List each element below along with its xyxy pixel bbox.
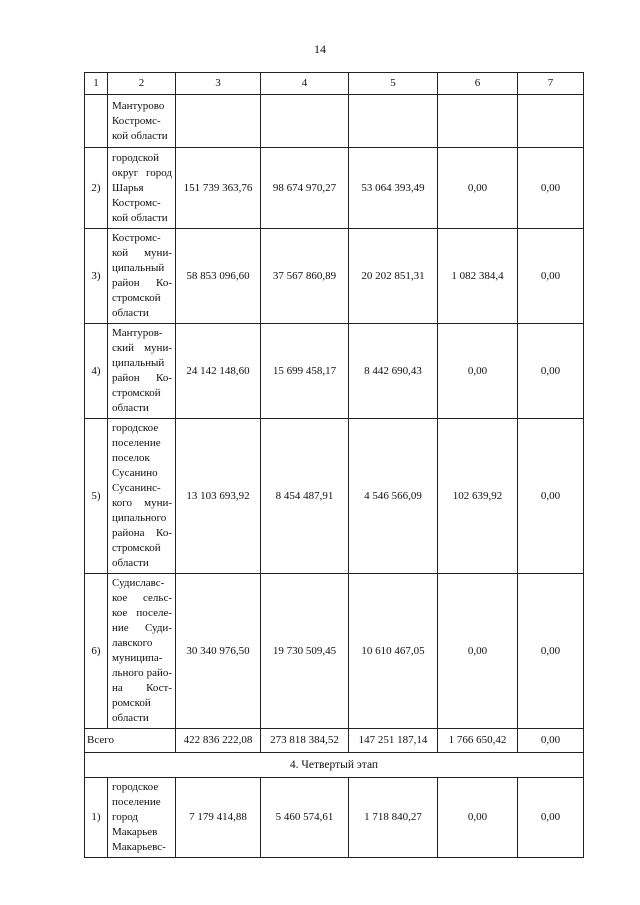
municipality-name: Мантуров-ский муни-ципальный район Ко-стромской области [108, 324, 176, 419]
budget-table [84, 72, 584, 858]
page-number: 14 [314, 42, 326, 56]
table-row [85, 419, 584, 574]
cell-col4: 37 567 860,89 [261, 229, 349, 324]
cell-col5: 10 610 467,05 [349, 574, 438, 729]
column-header: 6 [438, 73, 518, 95]
municipality-name: городское поселение поселок Сусанино Сусанинс-кого муни-ципального района Ко-стромской области [108, 419, 176, 574]
cell-col7: 0,00 [518, 419, 584, 574]
cell-total: 7 179 414,88 [176, 778, 261, 858]
header-row [85, 73, 584, 95]
table-row [85, 778, 584, 858]
cell-col6: 0,00 [438, 148, 518, 229]
cell-col4: 19 730 509,45 [261, 574, 349, 729]
row-index: 6) [85, 574, 108, 729]
cell-col4: 98 674 970,27 [261, 148, 349, 229]
column-header: 4 [261, 73, 349, 95]
cell-col4: 15 699 458,17 [261, 324, 349, 419]
cell-col7: 0,00 [518, 574, 584, 729]
cell-col6: 0,00 [438, 778, 518, 858]
cell-total: 13 103 693,92 [176, 419, 261, 574]
column-header: 3 [176, 73, 261, 95]
column-header: 5 [349, 73, 438, 95]
cell-total [176, 95, 261, 148]
cell-col5: 20 202 851,31 [349, 229, 438, 324]
cell-col4: 5 460 574,61 [261, 778, 349, 858]
cell-col7: 0,00 [518, 229, 584, 324]
row-index: 4) [85, 324, 108, 419]
total-col7: 0,00 [518, 729, 584, 753]
cell-col5: 1 718 840,27 [349, 778, 438, 858]
cell-col5: 4 546 566,09 [349, 419, 438, 574]
stage-title: 4. Четвертый этап [85, 753, 584, 778]
table-row [85, 229, 584, 324]
cell-col4: 8 454 487,91 [261, 419, 349, 574]
cell-col6: 102 639,92 [438, 419, 518, 574]
total-col5: 147 251 187,14 [349, 729, 438, 753]
total-col6: 1 766 650,42 [438, 729, 518, 753]
cell-total: 58 853 096,60 [176, 229, 261, 324]
table-row [85, 324, 584, 419]
cell-col6: 1 082 384,4 [438, 229, 518, 324]
table-row [85, 574, 584, 729]
row-index [85, 95, 108, 148]
cell-col5: 53 064 393,49 [349, 148, 438, 229]
total-col3: 422 836 222,08 [176, 729, 261, 753]
cell-total: 151 739 363,76 [176, 148, 261, 229]
row-index: 2) [85, 148, 108, 229]
cell-col6: 0,00 [438, 324, 518, 419]
cell-col4 [261, 95, 349, 148]
municipality-name: городское поселение город Макарьев Макарьевс- [108, 778, 176, 858]
column-header: 2 [108, 73, 176, 95]
cell-col7: 0,00 [518, 148, 584, 229]
cell-col6: 0,00 [438, 574, 518, 729]
stage-header-row [85, 753, 584, 778]
column-header: 1 [85, 73, 108, 95]
cell-col7 [518, 95, 584, 148]
total-col4: 273 818 384,52 [261, 729, 349, 753]
cell-col5: 8 442 690,43 [349, 324, 438, 419]
table-row [85, 95, 584, 148]
cell-total: 30 340 976,50 [176, 574, 261, 729]
municipality-name: Судиславс-кое сельс-кое поселе-ние Суди-лавского муниципа-льного райо-на Кост-ромской области [108, 574, 176, 729]
total-row [85, 729, 584, 753]
municipality-name: городской округ город Шарья Костромс-кой области [108, 148, 176, 229]
cell-col5 [349, 95, 438, 148]
total-label: Всего [85, 729, 176, 753]
cell-total: 24 142 148,60 [176, 324, 261, 419]
cell-col7: 0,00 [518, 324, 584, 419]
row-index: 1) [85, 778, 108, 858]
row-index: 3) [85, 229, 108, 324]
municipality-name: Костромс-кой муни-ципальный район Ко-стромской области [108, 229, 176, 324]
table-row [85, 148, 584, 229]
municipality-name: Мантурово Костромс-кой области [108, 95, 176, 148]
cell-col7: 0,00 [518, 778, 584, 858]
cell-col6 [438, 95, 518, 148]
column-header: 7 [518, 73, 584, 95]
row-index: 5) [85, 419, 108, 574]
